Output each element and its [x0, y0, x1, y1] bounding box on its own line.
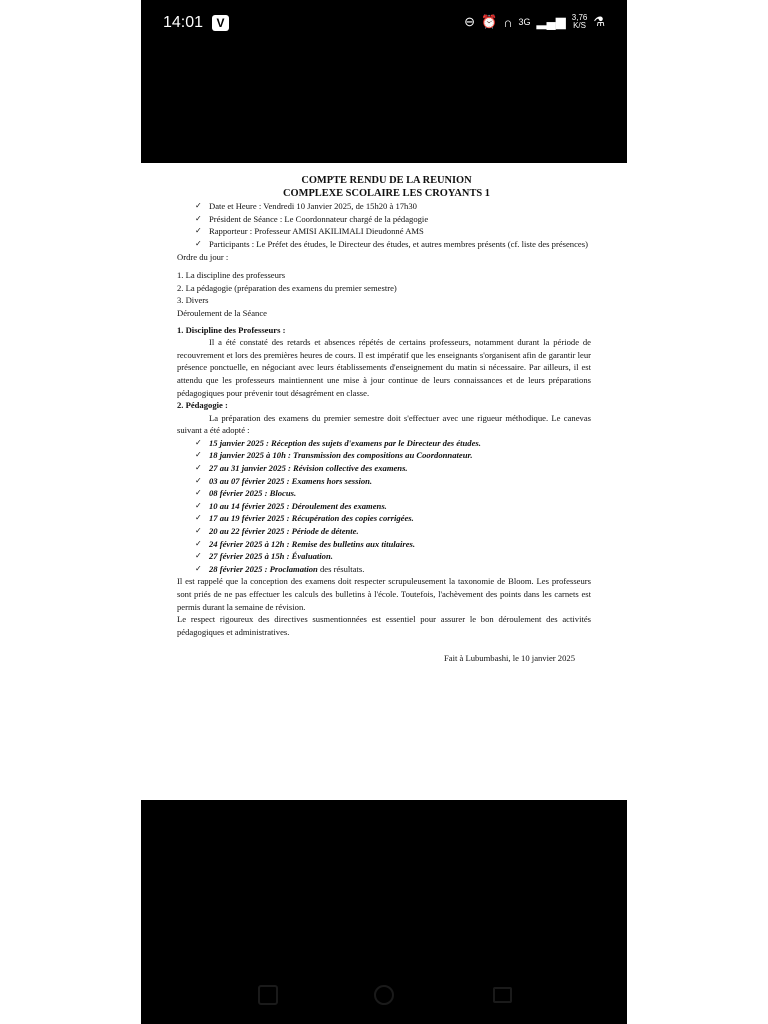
- alarm-icon: ⊖: [464, 14, 475, 29]
- schedule-item: ✓ 03 au 07 février 2025 : Examens hors session.: [177, 475, 591, 488]
- signature-line: Fait à Lubumbashi, le 10 janvier 2025: [443, 653, 575, 664]
- deroulement-heading: Déroulement de la Séance: [177, 307, 267, 318]
- recent-apps-icon[interactable]: [258, 985, 278, 1005]
- speed-value: 3,76: [571, 13, 588, 22]
- schedule-item: ✓ 18 janvier 2025 à 10h : Transmission des compositions au Coordonnateur.: [177, 449, 591, 462]
- meta-list: [177, 200, 591, 250]
- closing-paragraph-1: Il est rappelé que la conception des examens doit respecter scrupuleusement la taxonomie de Bloom. Les professeurs sont priés de ne pas effectuer les calculs des bulletins à l'école. Toutefois, l'achèvement des points dans les carnets est permis durant la semaine de révision.: [177, 576, 591, 612]
- schedule-item: ✓ 15 janvier 2025 : Réception des sujets d'examens par le Directeur des études.: [177, 437, 591, 450]
- schedule-item: ✓ 10 au 14 février 2025 : Déroulement des examens.: [177, 500, 591, 513]
- agenda-item: 3. Divers: [177, 295, 209, 306]
- schedule-item: ✓ 28 février 2025 : Proclamation des résultats.: [177, 563, 591, 576]
- section1-title: 1. Discipline des Professeurs :: [177, 324, 286, 335]
- speed-unit: K/S: [573, 21, 586, 30]
- closing-paragraph-2: Le respect rigoureux des directives susmentionnées est essentiel pour assurer le bon déroulement des activités pédagogiques et administratives.: [177, 614, 591, 637]
- status-time: 14:01: [163, 14, 204, 31]
- signal-icon: ▂▄▆: [536, 14, 566, 29]
- schedule-item: ✓ 27 au 31 janvier 2025 : Révision collective des examens.: [177, 462, 591, 475]
- agenda-heading: Ordre du jour :: [177, 251, 229, 262]
- schedule-item: ✓ 20 au 22 février 2025 : Période de détente.: [177, 525, 591, 538]
- home-icon[interactable]: [374, 985, 394, 1005]
- schedule-list: [177, 437, 591, 576]
- schedule-item: ✓ 08 février 2025 : Blocus.: [177, 487, 591, 500]
- meta-item: ✓ Président de Séance : Le Coordonnateur chargé de la pédagogie: [177, 213, 591, 226]
- navigation-bar: [141, 975, 627, 1015]
- doc-title-line1: COMPTE RENDU DE LA REUNION: [301, 175, 472, 186]
- document-content: [177, 175, 591, 665]
- schedule-item: ✓ 27 février 2025 à 15h : Évaluation.: [177, 550, 591, 563]
- network-type: 3G: [518, 17, 531, 27]
- meta-item: ✓ Date et Heure : Vendredi 10 Janvier 2025, de 15h20 à 17h30: [177, 200, 591, 213]
- section1-text: Il a été constaté des retards et absences répétés de certains professeurs, notamment durant la période de recouvrement et lors des premières heures de cours. Il est impératif que les enseignants s'organisent afin de garantir leur présence ponctuelle, en négociant avec leurs établissements d'enseignement du matin si nécessaire. Par ailleurs, il est attendu que les professeurs maintiennent une mise à jour continue de leurs connaissances et de leurs préparations pédagogiques pour prévenir tout désagrément en classe.: [177, 337, 591, 398]
- schedule-item: ✓ 24 février 2025 à 12h : Remise des bulletins aux titulaires.: [177, 538, 591, 551]
- app-badge: V: [212, 15, 229, 31]
- section2-text: La préparation des examens du premier semestre doit s'effectuer avec une rigueur méthodique. Le canevas suivant a été adopté :: [177, 412, 591, 436]
- status-bar: [141, 0, 627, 46]
- speed-readout: [572, 14, 588, 30]
- phone-screen: [141, 0, 627, 1024]
- agenda-item: 2. La pédagogie (préparation des examens du premier semestre): [177, 282, 397, 293]
- clock-icon: ⏰: [481, 14, 498, 29]
- back-icon[interactable]: [493, 987, 512, 1003]
- meta-item: ✓ Participants : Le Préfet des études, le Directeur des études, et autres membres présents (cf. liste des présences): [177, 238, 591, 251]
- meta-item: ✓ Rapporteur : Professeur AMISI AKILIMALI Dieudonné AMS: [177, 225, 591, 238]
- section2-title: 2. Pédagogie :: [177, 400, 228, 411]
- agenda-item: 1. La discipline des professeurs: [177, 270, 286, 281]
- headset-icon: ∩: [503, 14, 513, 30]
- flask-icon: ⚗: [593, 14, 605, 29]
- doc-title-line2: COMPLEXE SCOLAIRE LES CROYANTS 1: [283, 187, 490, 199]
- schedule-item: ✓ 17 au 19 février 2025 : Récupération des copies corrigées.: [177, 512, 591, 525]
- status-icons: [464, 14, 605, 30]
- document-image: [141, 163, 627, 800]
